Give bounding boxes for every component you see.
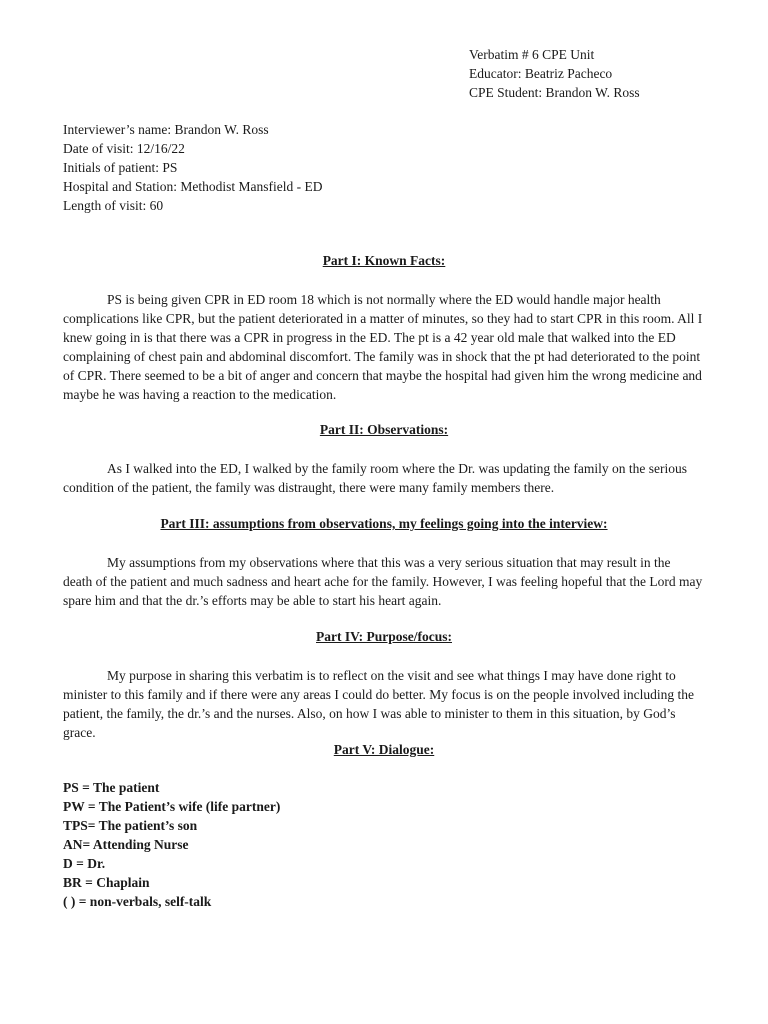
patient-initials: Initials of patient: PS xyxy=(63,160,178,175)
visit-info xyxy=(63,120,322,215)
part4-heading: Part IV: Purpose/focus: xyxy=(316,629,452,644)
legend-item: PW = The Patient’s wife (life partner) xyxy=(63,799,281,814)
document-header xyxy=(469,45,640,102)
dialogue-legend xyxy=(63,778,280,911)
part1-heading: Part I: Known Facts: xyxy=(322,253,446,268)
visit-date: Date of visit: 12/16/22 xyxy=(63,141,185,156)
legend-item: ( ) = non-verbals, self-talk xyxy=(63,894,212,909)
legend-item: PS = The patient xyxy=(63,780,160,795)
educator-line: Educator: Beatriz Pacheco xyxy=(469,66,613,81)
legend-item: AN= Attending Nurse xyxy=(63,837,189,852)
part2-paragraph: As I walked into the ED, I walked by the family room where the Dr. was updating the family on the serious condition of the patient, the family was distraught, there were many family members there. xyxy=(63,461,687,495)
legend-item: TPS= The patient’s son xyxy=(63,818,198,833)
hospital-station: Hospital and Station: Methodist Mansfield - ED xyxy=(63,179,323,194)
legend-item: D = Dr. xyxy=(63,856,106,871)
part3-heading: Part III: assumptions from observations, my feelings going into the interview: xyxy=(160,516,608,531)
student-line: CPE Student: Brandon W. Ross xyxy=(469,85,640,100)
verbatim-title: Verbatim # 6 CPE Unit xyxy=(469,47,595,62)
interviewer-name: Interviewer’s name: Brandon W. Ross xyxy=(63,122,269,137)
part5-heading: Part V: Dialogue: xyxy=(333,742,435,757)
part4-paragraph: My purpose in sharing this verbatim is to reflect on the visit and see what things I may have done right to minister to this family and if there were any areas I could do better. My focus is on the people involved including the patient, the family, the dr.’s and the nurses. Also, on how I was able to minister to them in this situation, by God’s grace. xyxy=(63,668,694,740)
legend-item: BR = Chaplain xyxy=(63,875,150,890)
part1-paragraph: PS is being given CPR in ED room 18 which is not normally where the ED would handle major health complications like CPR, but the patient deteriorated in a matter of minutes, so they had to start CPR in this room. All I knew going in is that there was a CPR in progress in the ED. The pt is a 42 year old male that walked into the ED complaining of chest pain and abdominal discomfort. The family was in shock that the pt had deteriorated to the point of CPR. There seemed to be a bit of anger and concern that maybe the hospital had given him the wrong medicine and maybe he was having a reaction to the medication. xyxy=(63,292,703,402)
visit-length: Length of visit: 60 xyxy=(63,198,164,213)
part2-heading: Part II: Observations: xyxy=(319,422,449,437)
part3-paragraph: My assumptions from my observations where that this was a very serious situation that may result in the death of the patient and much sadness and heart ache for the family. However, I was feeling hopeful that the Lord may spare him and that the dr.’s efforts may be able to start his heart again. xyxy=(63,555,703,608)
